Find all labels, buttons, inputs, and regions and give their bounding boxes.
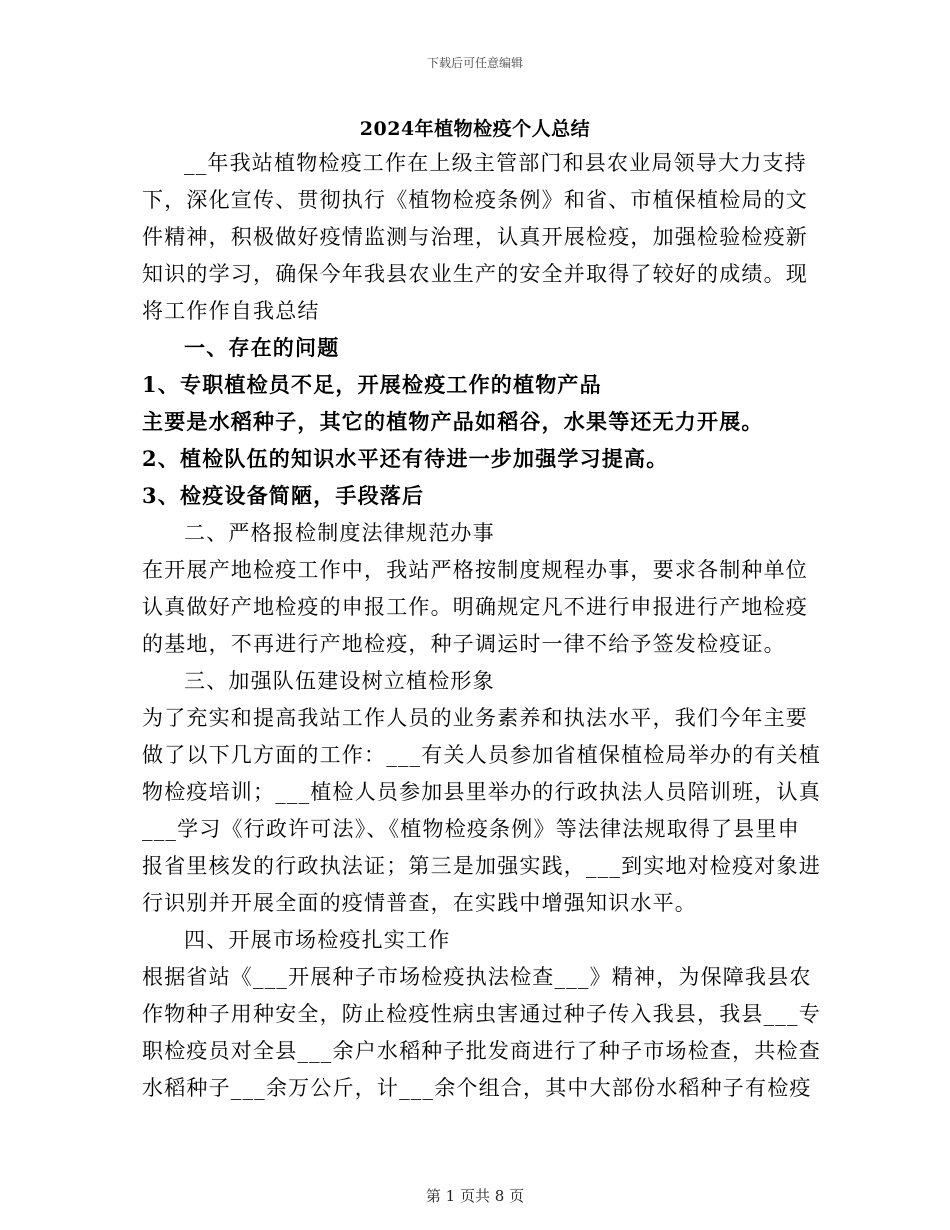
paragraph-line: 作物种子用种安全，防止检疫性病虫害通过种子传入我县，我县___专 [142, 1002, 821, 1026]
paragraph-line: 职检疫员对全县___余户水稻种子批发商进行了种子市场检查，共检查 [142, 1039, 821, 1063]
paragraph-line: 认真做好产地检疫的申报工作。明确规定凡不进行申报进行产地检疫 [142, 595, 808, 619]
paragraph-line: 做了以下几方面的工作：___有关人员参加省植保植检局举办的有关植 [142, 743, 821, 767]
paragraph-line: 根据省站《___开展种子市场检疫执法检查___》精神，为保障我县农 [142, 965, 812, 989]
paragraph-line: 在开展产地检疫工作中，我站严格按制度规程办事，要求各制种单位 [142, 558, 808, 582]
page-header: 下载后可任意编辑 [426, 56, 523, 70]
paragraph-line: 的基地，不再进行产地检疫，种子调运时一律不给予签发检疫证。 [142, 632, 786, 656]
paragraph-line: 件精神，积极做好疫情监测与治理，认真开展检疫，加强检验检疫新 [142, 225, 808, 249]
list-item: 1、专职植检员不足，开展检疫工作的植物产品 [142, 372, 602, 397]
paragraph-line: 水稻种子___余万公斤，计___余个组合，其中大部份水稻种子有检疫 [142, 1076, 812, 1100]
list-item: 2、植检队伍的知识水平还有待进一步加强学习提高。 [142, 446, 669, 471]
paragraph-line: 物检疫培训；___植检人员参加县里举办的行政执法人员陪训班，认真 [142, 780, 821, 804]
paragraph-line: ___学习《行政许可法》、《植物检疫条例》等法律法规取得了县里申 [142, 817, 800, 841]
section-heading-problems: 一、存在的问题 [184, 335, 340, 360]
paragraph-line: 将工作作自我总结 [142, 299, 320, 323]
list-item: 主要是水稻种子，其它的植物产品如稻谷，水果等还无力开展。 [142, 409, 764, 434]
list-item: 3、检疫设备简陋，手段落后 [142, 483, 425, 508]
paragraph-line: 报省里核发的行政执法证；第三是加强实践，___到实地对检疫对象进 [142, 854, 821, 878]
paragraph-line: 行识别并开展全面的疫情普查，在实践中增强知识水平。 [142, 891, 697, 915]
paragraph-line: 下，深化宣传、贯彻执行《植物检疫条例》和省、市植保植检局的文 [142, 188, 808, 212]
section-heading-team: 三、加强队伍建设树立植检形象 [184, 669, 495, 693]
paragraph-line: 知识的学习，确保今年我县农业生产的安全并取得了较好的成绩。现 [142, 262, 808, 286]
paragraph-line: 为了充实和提高我站工作人员的业务素养和执法水平，我们今年主要 [142, 706, 808, 730]
section-heading-inspection: 二、严格报检制度法律规范办事 [184, 521, 495, 545]
page-footer: 第 1 页共 8 页 [425, 1187, 525, 1205]
paragraph-line: __年我站植物检疫工作在上级主管部门和县农业局领导大力支持 [184, 151, 807, 175]
section-heading-market: 四、开展市场检疫扎实工作 [184, 928, 451, 952]
document-title: 2024年植物检疫个人总结 [359, 118, 591, 140]
